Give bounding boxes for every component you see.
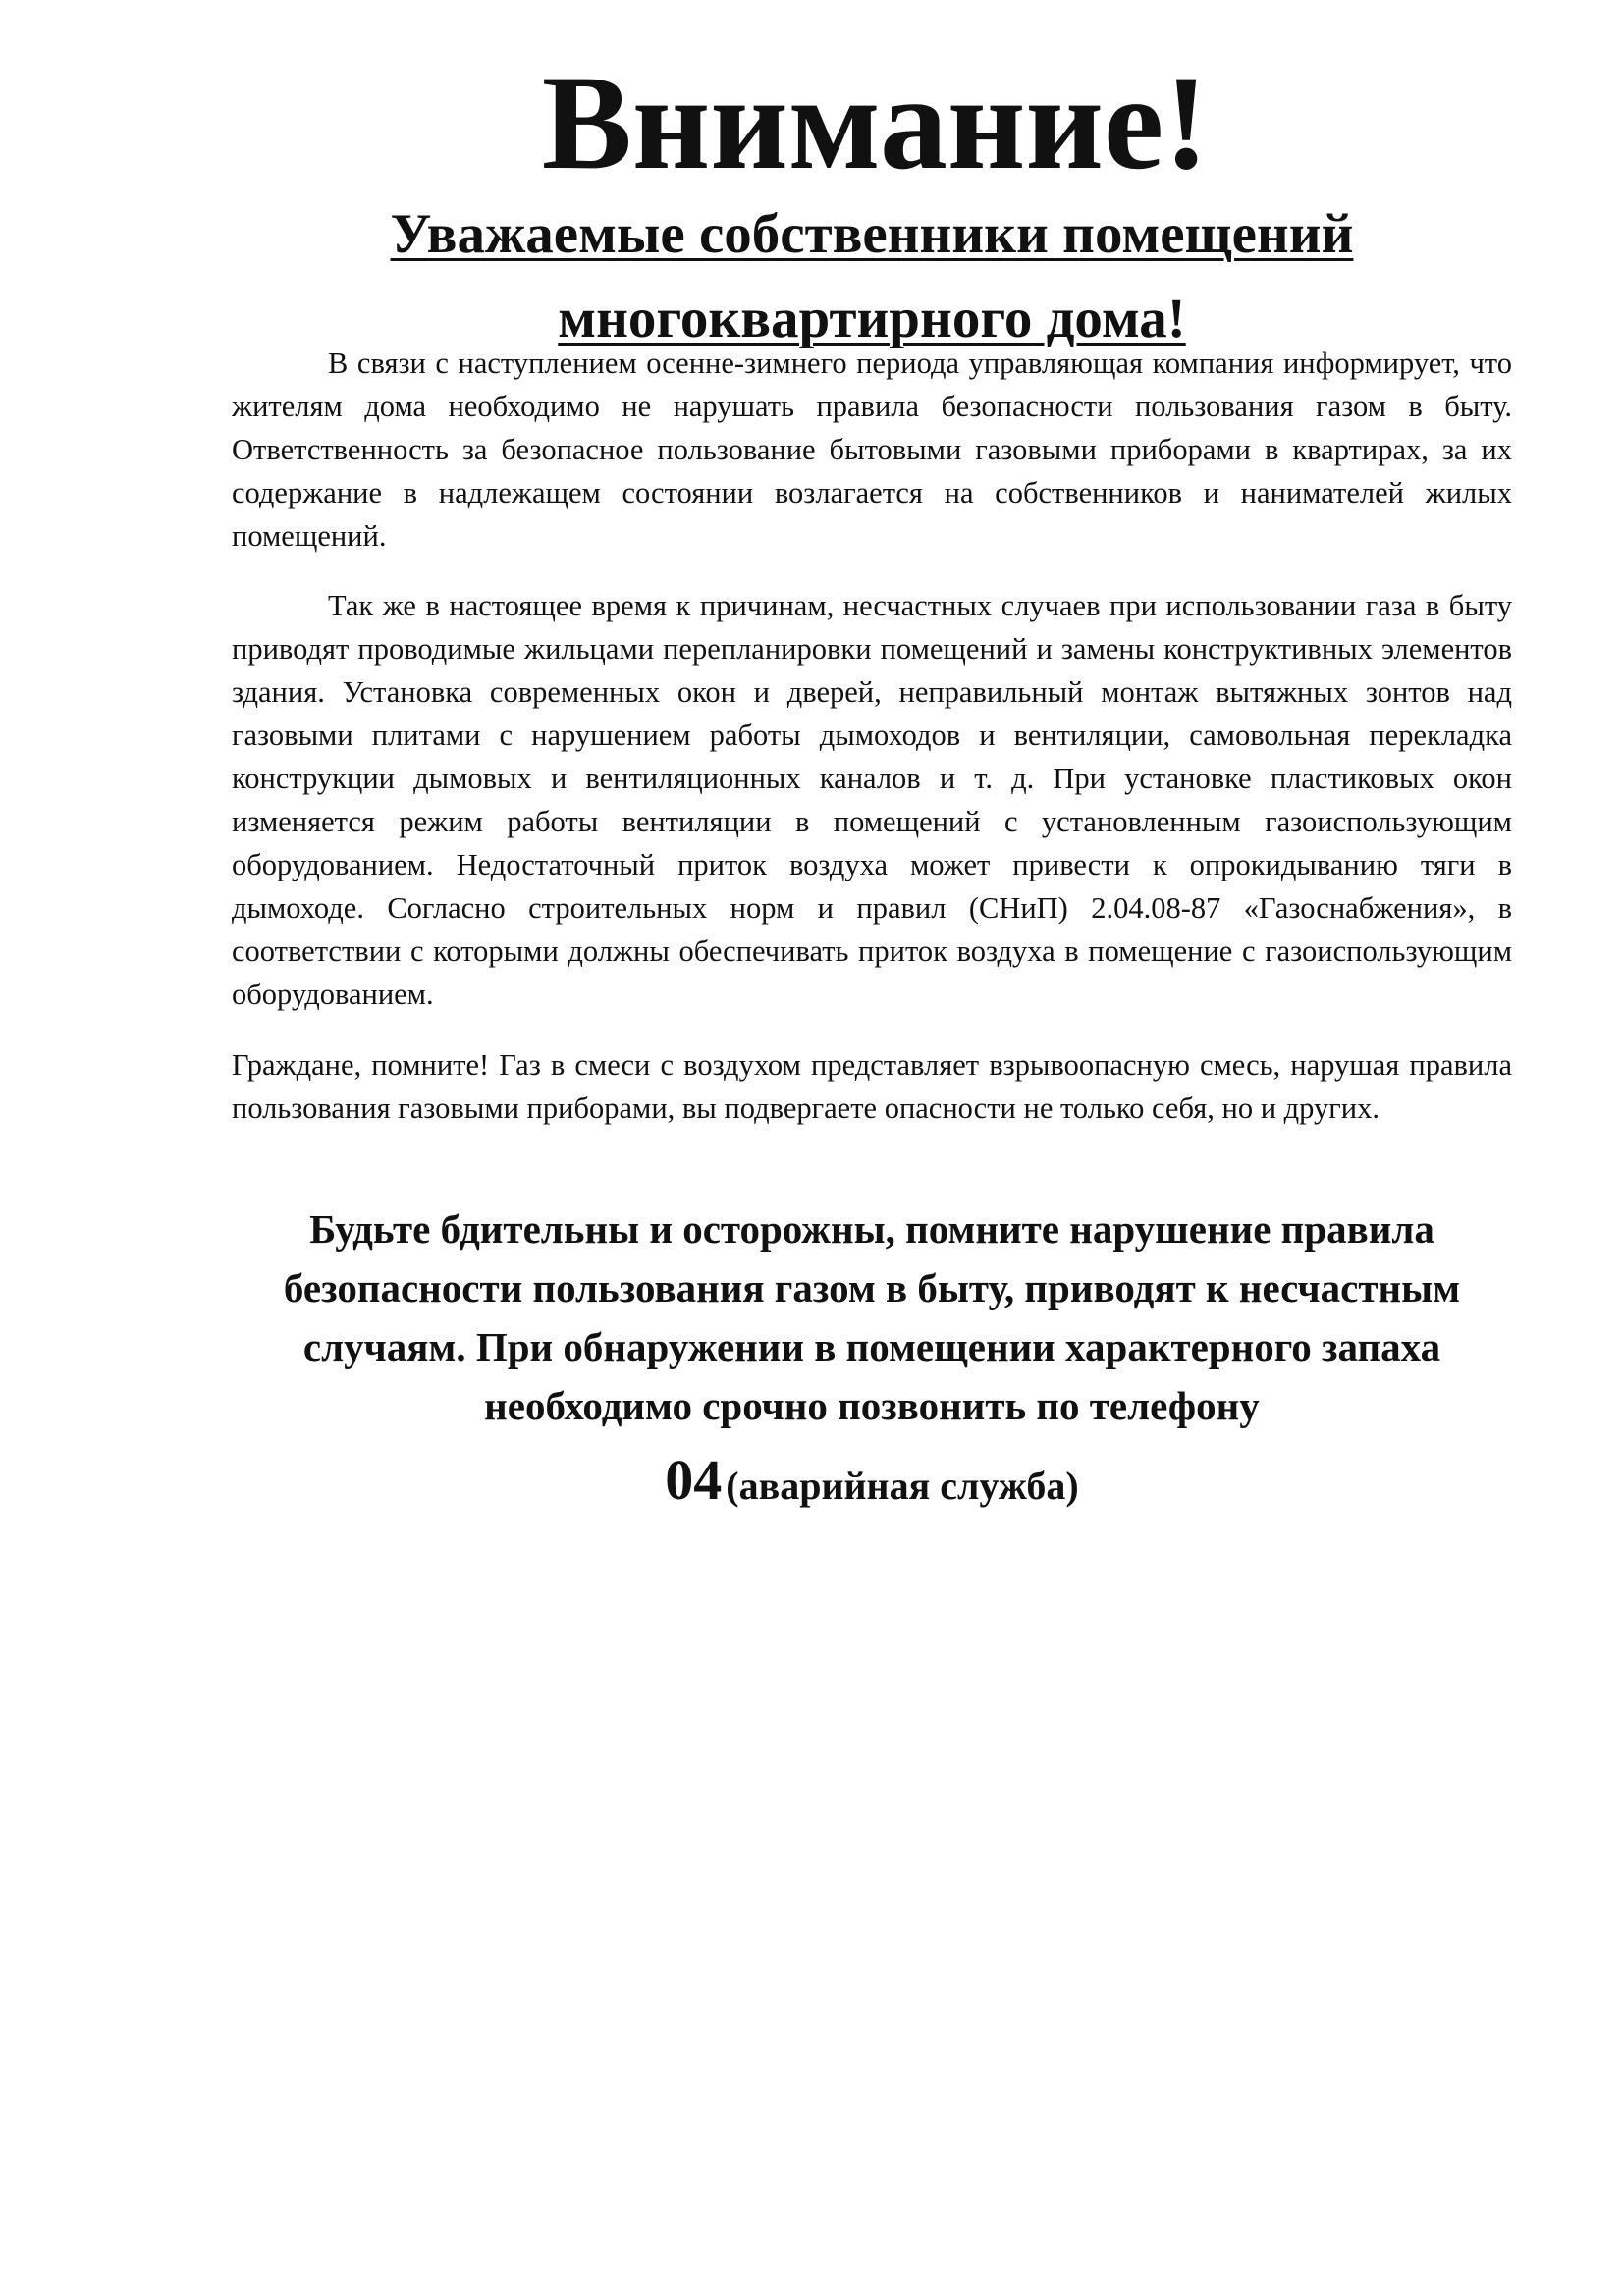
emergency-phone-number: 04 <box>665 1448 723 1512</box>
emergency-phone-line <box>232 1441 1512 1534</box>
notice-subtitle: Уважаемые собственники помещений многоквартирного дома! <box>390 203 1354 349</box>
paragraph-season-notice: В связи с наступлением осенне-зимнего периода управляющая компания информирует, что жителям дома необходимо не нарушать правила безопасности пользования газом в быту. Ответственность за безопасное пользование бытовыми газовыми приборами в квартирах, за их содержание в надлежащем состоянии возлагается на собственников и нанимателей жилых помещений. <box>232 347 1512 553</box>
paragraph-citizens-warning: Граждане, помните! Газ в смеси с воздухом представляет взрывоопасную смесь, нарушая правила пользования газовыми приборами, вы подвергаете опасности не только себя, но и других. <box>232 1048 1512 1125</box>
emergency-service-label: (аварийная служба) <box>726 1464 1079 1508</box>
paragraph-accident-causes: Так же в настоящее время к причинам, несчастных случаев при использовании газа в быту приводят проводимые жильцами перепланировки помещений и замены конструктивных элементов здания. Установка современных окон и дверей, неправильный монтаж вытяжных зонтов над газовыми плитами с нарушением работы дымоходов и вентиляции, самовольная перекладка конструкции дымовых и вентиляционных каналов и т. д. При установке пластиковых окон изменяется режим работы вентиляции в помещений с установленным газоиспользующим оборудованием. Недостаточный приток воздуха может привести к опрокидыванию тяги в дымоходе. Согласно строительных норм и правил (СНиП) 2.04.08-87 «Газоснабжения», в соответствии с которыми должны обеспечивать приток воздуха в помещение с газоиспользующим оборудованием. <box>232 589 1512 1011</box>
notice-title: Внимание! <box>541 47 1210 197</box>
bold-warning-text: Будьте бдительны и осторожны, помните нарушение правила безопасности пользования газом в быту, приводят к несчастным случаям. При обнаружении в помещении характерного запаха необходимо срочно позвонить по телефону <box>283 1206 1461 1428</box>
